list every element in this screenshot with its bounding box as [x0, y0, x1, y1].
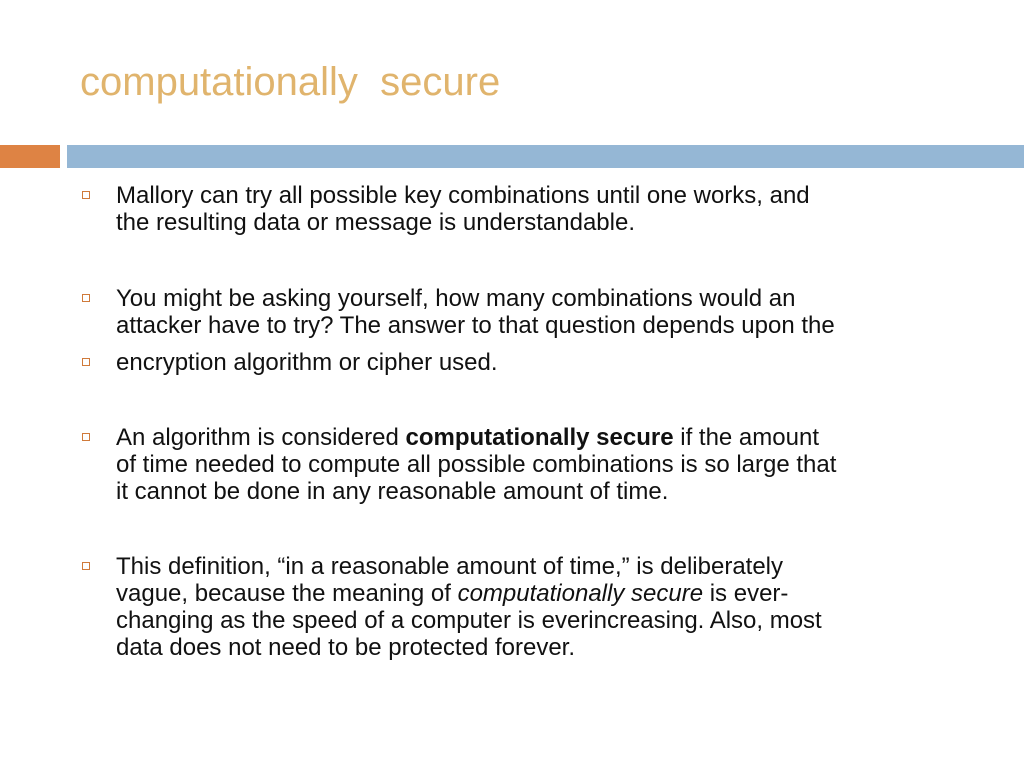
bullet-text — [116, 285, 976, 339]
square-bullet-icon — [82, 294, 90, 302]
bullet-line-end: is ever- — [703, 580, 789, 607]
bullet-line: Mallory can try all possible key combinations until one works, and — [116, 182, 810, 209]
title-divider-bar — [67, 145, 1024, 168]
bullet-text — [116, 182, 976, 236]
bullet-line: of time needed to compute all possible combinations is so large that — [116, 451, 837, 478]
square-bullet-icon — [82, 191, 90, 199]
bullet-line: This definition, “in a reasonable amount of time,” is deliberately — [116, 553, 784, 580]
bullet-line: data does not need to be protected forever. — [116, 634, 575, 661]
bullet-line: You might be asking yourself, how many combinations would an — [116, 285, 796, 312]
bullet-line: the resulting data or message is understandable. — [116, 209, 635, 236]
italic-term: computationally secure — [457, 580, 704, 607]
bullet-line-end: if the amount — [673, 424, 819, 451]
bullet-line-start: vague, because the meaning of — [116, 580, 458, 607]
bullet-text — [116, 553, 976, 661]
square-bullet-icon — [82, 358, 90, 366]
bullet-text — [116, 424, 976, 505]
bullet-line: it cannot be done in any reasonable amount of time. — [116, 478, 669, 505]
bullet-line-start: An algorithm is considered — [116, 424, 406, 451]
slide-title: computationally secure — [80, 60, 501, 104]
bullet-line: encryption algorithm or cipher used. — [116, 349, 498, 376]
bullet-text — [116, 349, 976, 376]
square-bullet-icon — [82, 433, 90, 441]
title-accent-bar — [0, 145, 60, 168]
square-bullet-icon — [82, 562, 90, 570]
bullet-line: changing as the speed of a computer is everincreasing. Also, most — [116, 607, 822, 634]
bold-term: computationally secure — [405, 424, 674, 451]
bullet-line: attacker have to try? The answer to that question depends upon the — [116, 312, 835, 339]
